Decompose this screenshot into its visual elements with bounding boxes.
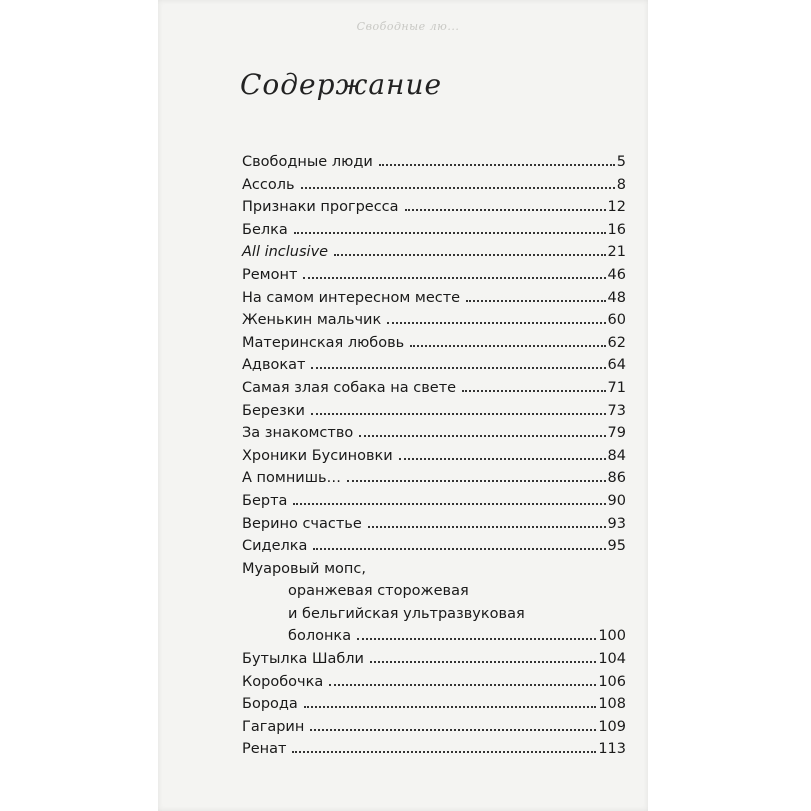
toc-entry (242, 651, 626, 674)
dot-leader (399, 457, 606, 460)
toc-entry-page: 21 (607, 244, 626, 261)
dot-leader (410, 344, 605, 347)
toc-entry-title: Самая злая собака на свете (242, 379, 457, 396)
toc-entry-page: 108 (598, 696, 626, 713)
toc-entry (242, 516, 626, 539)
dot-leader (313, 547, 605, 550)
toc-entry (242, 674, 626, 697)
toc-entry-title: Гагарин (242, 718, 305, 735)
toc-entry (242, 425, 626, 448)
dot-leader (370, 660, 596, 663)
toc-entry-title: Бутылка Шабли (242, 651, 364, 668)
toc-entry-title: Женькин мальчик (242, 312, 382, 329)
toc-entry-title: Берта (242, 492, 288, 509)
toc-entry (242, 199, 626, 222)
dot-leader (387, 321, 605, 324)
toc-entry-title: Свободные люди (242, 154, 373, 170)
dot-leader (334, 253, 605, 256)
toc-entry-page: 95 (607, 538, 626, 555)
dot-leader (466, 299, 605, 302)
toc-entry-title: Сиделка (242, 538, 308, 555)
dot-leader (292, 750, 596, 753)
toc-entry-page: 79 (607, 425, 626, 442)
toc-entry (242, 448, 626, 471)
page-title: Содержание (240, 68, 443, 101)
dot-leader (405, 208, 606, 211)
toc-entry (242, 290, 626, 313)
toc-entry-page: 16 (607, 221, 626, 238)
toc-entry (242, 222, 626, 245)
toc-entry (242, 312, 626, 335)
dot-leader (357, 637, 596, 640)
toc-entry (242, 357, 626, 380)
toc-entry-page: 113 (598, 741, 626, 758)
toc-entry-page: 73 (607, 402, 626, 419)
toc-entry-page: 62 (607, 334, 626, 351)
toc-entry-page: 86 (607, 470, 626, 487)
toc-entry-title: Березки (242, 402, 305, 419)
toc-entry-title: Ремонт (242, 266, 298, 283)
dot-leader (311, 366, 605, 369)
toc-entry-title: Белка (242, 221, 288, 238)
toc-entry-page: 60 (607, 312, 626, 329)
toc-entry (242, 267, 626, 290)
toc-entry-title: Борода (242, 696, 298, 713)
toc-entry (242, 741, 626, 764)
toc-entry-page: 5 (616, 154, 626, 170)
toc-entry-line (242, 583, 626, 606)
book-page (158, 0, 648, 811)
toc-entry (242, 154, 626, 177)
dot-leader (347, 479, 606, 482)
toc-entry (242, 380, 626, 403)
toc-entry-page: 8 (616, 176, 626, 193)
toc-entry-page: 90 (607, 492, 626, 509)
toc-entry-title: За знакомство (242, 425, 354, 442)
toc-entry-page: 106 (598, 673, 626, 690)
dot-leader (301, 186, 615, 189)
toc-entry-title: Верино счастье (242, 515, 362, 532)
dot-leader (304, 705, 597, 708)
toc-entry-title: All inclusive (242, 244, 329, 261)
toc-entry-title: Ренат (242, 741, 287, 758)
dot-leader (311, 412, 606, 415)
toc-entry-title-line: и бельгийская ультразвуковая (288, 605, 525, 622)
dot-leader (368, 525, 606, 528)
toc-entry-page: 109 (598, 718, 626, 735)
toc-entry-page: 84 (607, 447, 626, 464)
dot-leader (303, 276, 605, 279)
toc-entry-title-line: оранжевая сторожевая (288, 583, 469, 600)
dot-leader (294, 231, 606, 234)
toc-entry-line (242, 606, 626, 629)
toc-entry-page: 104 (598, 651, 626, 668)
toc-entry-title: Хроники Бусиновки (242, 447, 393, 464)
toc-entry (242, 335, 626, 358)
toc-entry-page: 46 (607, 266, 626, 283)
table-of-contents (242, 154, 626, 764)
toc-entry (242, 177, 626, 200)
toc-entry-line (242, 561, 626, 584)
toc-entry-title: Коробочка (242, 673, 324, 690)
toc-entry (242, 719, 626, 742)
toc-entry (242, 628, 626, 651)
toc-entry-title-line: болонка (288, 628, 352, 645)
running-head: Свободные лю... (356, 20, 460, 33)
dot-leader (462, 389, 605, 392)
toc-entry (242, 470, 626, 493)
toc-entry-page: 100 (598, 628, 626, 645)
toc-entry (242, 403, 626, 426)
dot-leader (379, 163, 615, 166)
toc-entry-page: 93 (607, 515, 626, 532)
toc-entry-title: А помнишь… (242, 470, 342, 487)
dot-leader (359, 434, 605, 437)
toc-entry-title: Материнская любовь (242, 334, 405, 351)
toc-entry (242, 244, 626, 267)
toc-entry (242, 493, 626, 516)
toc-entry-title: Признаки прогресса (242, 199, 399, 216)
dot-leader (310, 728, 596, 731)
toc-entry-page: 71 (607, 379, 626, 396)
toc-entry-title: На самом интересном месте (242, 289, 461, 306)
toc-entry-page: 48 (607, 289, 626, 306)
toc-entry-title: Ассоль (242, 176, 295, 193)
toc-entry-page: 64 (607, 357, 626, 374)
toc-entry-page: 12 (607, 199, 626, 216)
toc-entry (242, 696, 626, 719)
toc-entry-title: Адвокат (242, 357, 306, 374)
toc-entry (242, 538, 626, 561)
toc-entry-title: Муаровый мопс, (242, 560, 366, 577)
dot-leader (329, 683, 596, 686)
dot-leader (293, 502, 605, 505)
